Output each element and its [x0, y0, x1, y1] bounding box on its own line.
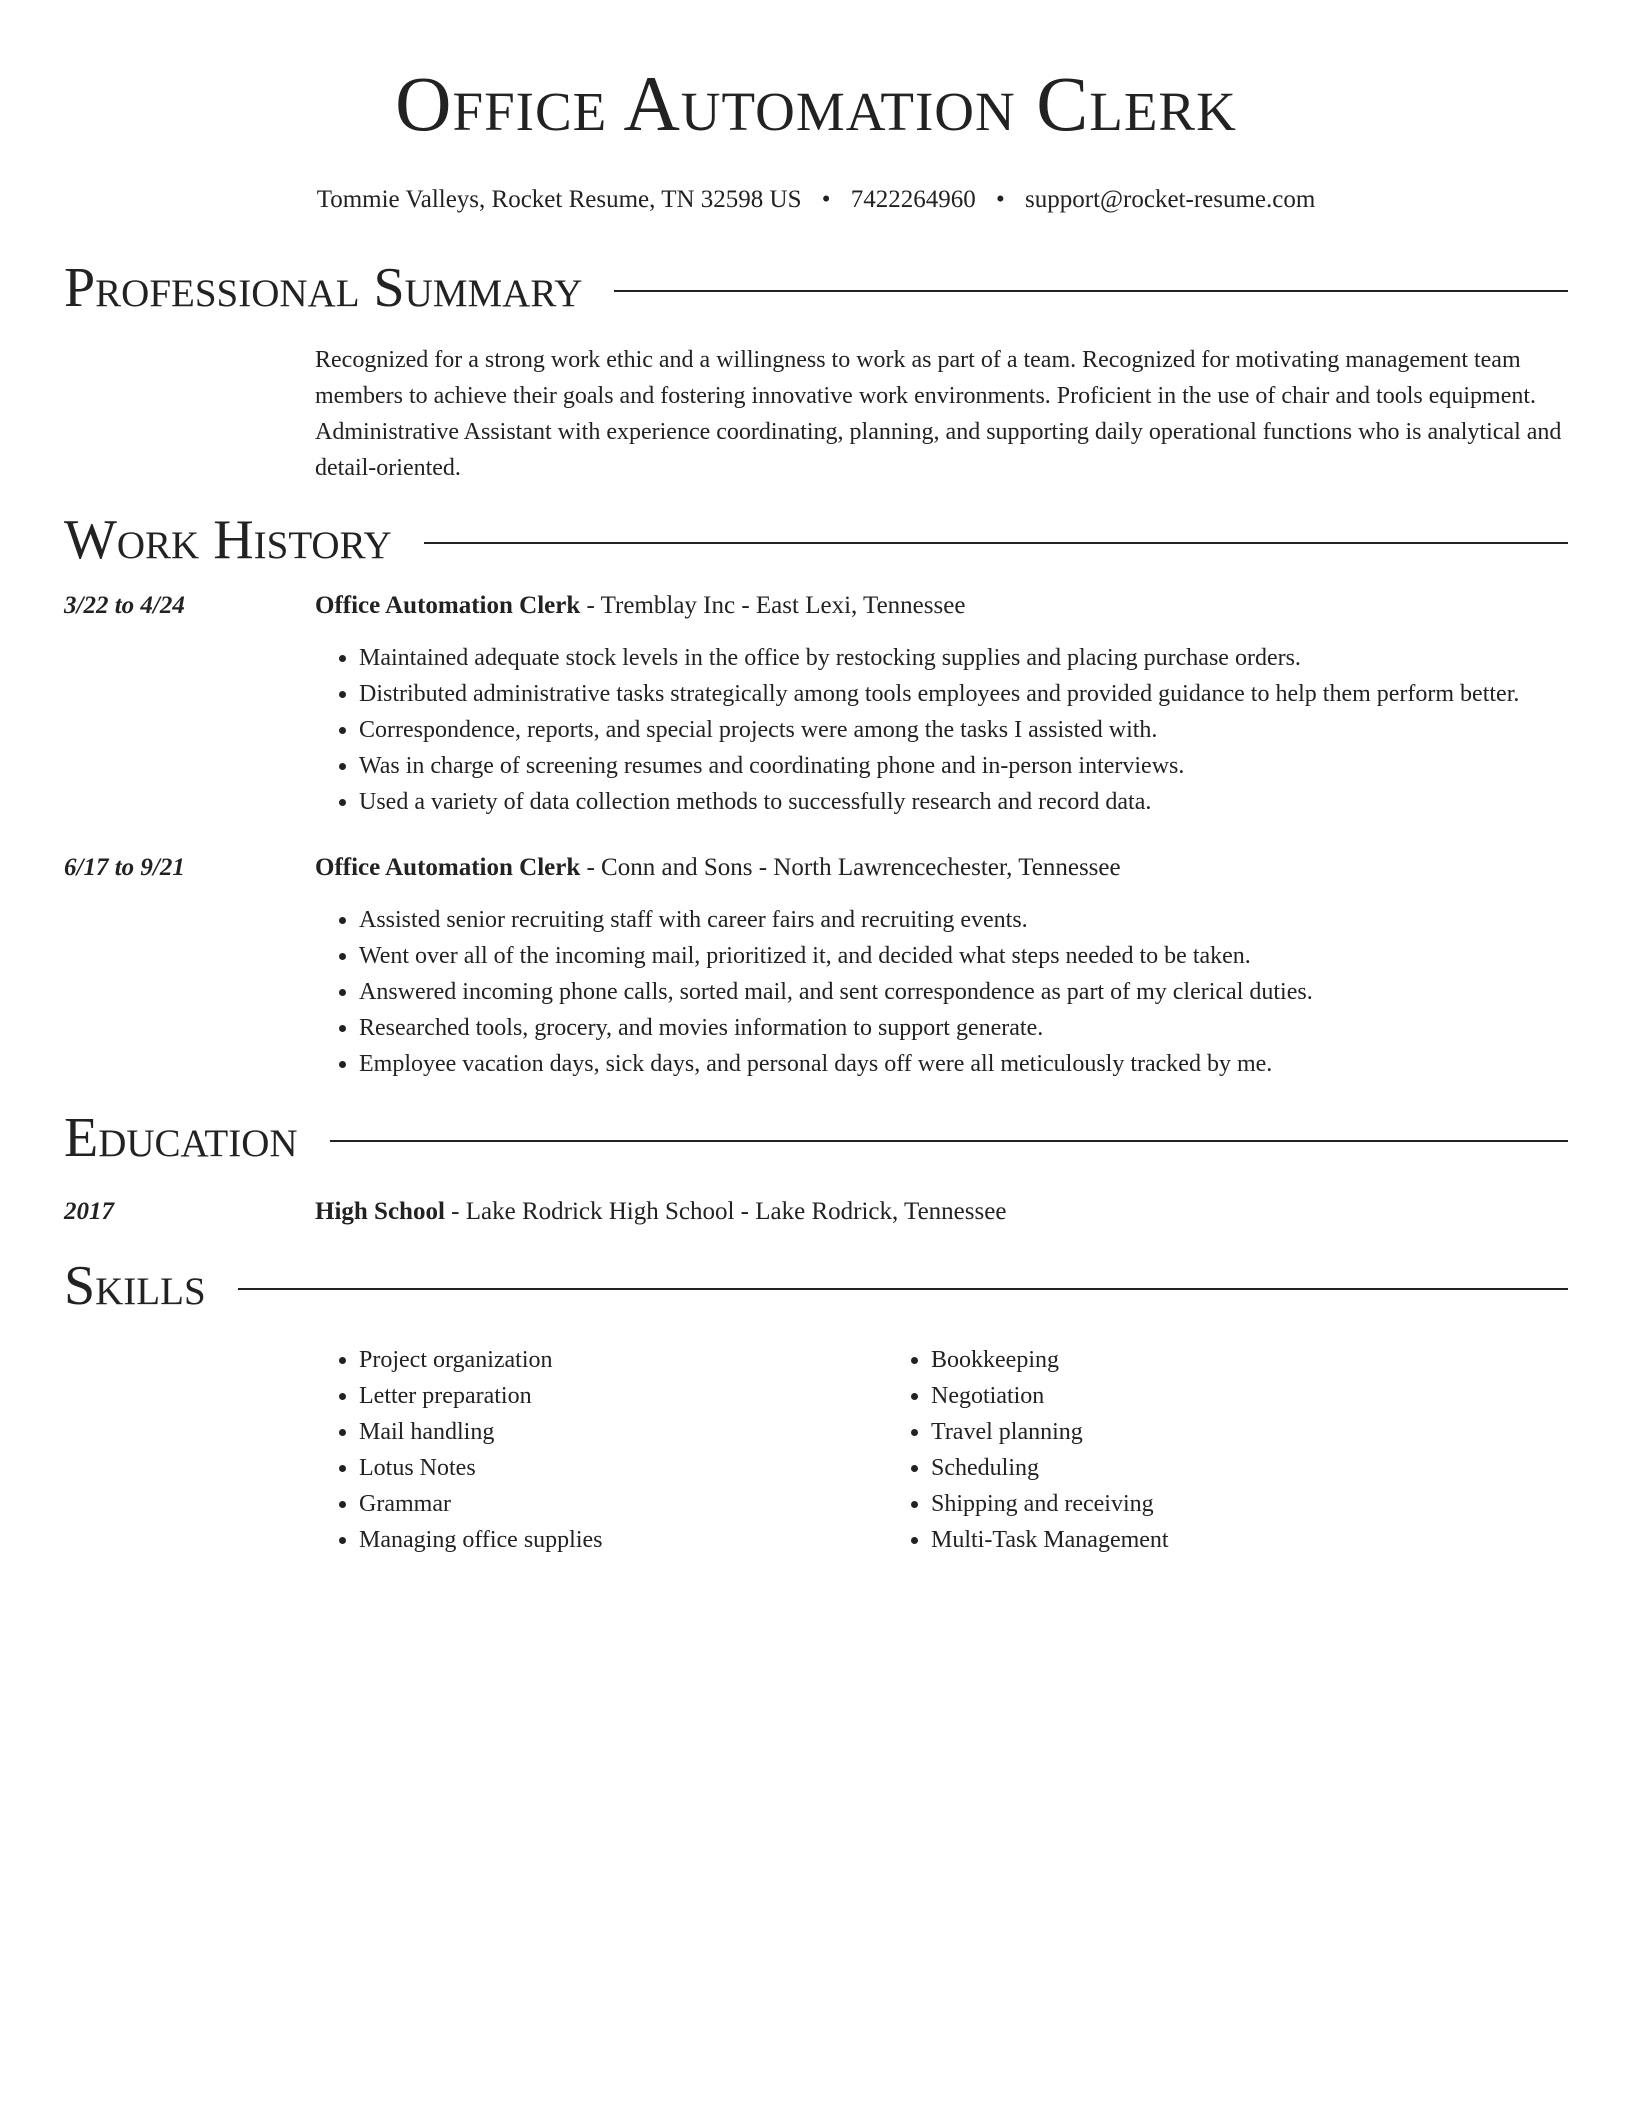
work-section-header: [64, 508, 1568, 572]
education-section-header: [64, 1106, 1568, 1170]
job-bullets: [315, 640, 1568, 820]
job-entry: [64, 852, 1568, 1082]
education-degree: High School: [315, 1198, 445, 1225]
section-divider: [238, 1288, 1568, 1290]
skill-item: • Scheduling: [931, 1450, 1459, 1486]
job-details: - Tremblay Inc - East Lexi, Tennessee: [580, 592, 966, 619]
list-item: • Correspondence, reports, and special projects were among the tasks I assisted with.: [359, 712, 1568, 748]
job-heading: [315, 590, 1568, 622]
education-entry: [64, 1196, 1568, 1228]
list-item: • Answered incoming phone calls, sorted mail, and sent correspondence as part of my clerical duties.: [359, 974, 1568, 1010]
work-section-title: Work History: [64, 509, 392, 571]
skill-item: • Bookkeeping: [931, 1342, 1459, 1378]
skill-item: • Project organization: [359, 1342, 887, 1378]
section-divider: [424, 542, 1568, 544]
skill-item: • Multi-Task Management: [931, 1522, 1459, 1558]
skills-spacer: [64, 1342, 315, 1558]
summary-section-title: Professional Summary: [64, 257, 583, 319]
skills-section-header: [64, 1254, 1568, 1318]
summary-text: Recognized for a strong work ethic and a willingness to work as part of a team. Recognized for motivating management team members to achieve their goals and fostering innovative work environments. Proficient in the use of chair and tools equipment. Administrative Assistant with experience coordinating, planning, and supporting daily operational functions who is analytical and detail-oriented.: [315, 347, 1562, 481]
education-body: [315, 1196, 1568, 1228]
skill-item: • Lotus Notes: [359, 1450, 887, 1486]
skills-row: [64, 1342, 1568, 1558]
list-item: • Was in charge of screening resumes and coordinating phone and in-person interviews.: [359, 748, 1568, 784]
job-entry: [64, 590, 1568, 820]
job-dates: 3/22 to 4/24: [64, 592, 185, 619]
contact-email: support@rocket-resume.com: [1025, 186, 1316, 213]
job-body: [315, 590, 1568, 820]
job-bullets: [315, 902, 1568, 1082]
skills-section-title: Skills: [64, 1255, 206, 1317]
education-section-title: Education: [64, 1107, 298, 1169]
education-details: - Lake Rodrick High School - Lake Rodrick, Tennessee: [444, 1198, 1007, 1225]
list-item: • Researched tools, grocery, and movies information to support generate.: [359, 1010, 1568, 1046]
skill-item: • Grammar: [359, 1486, 887, 1522]
contact-separator: •: [821, 186, 831, 213]
contact-line: [64, 184, 1568, 216]
education-year: 2017: [64, 1198, 114, 1225]
contact-phone: 7422264960: [850, 186, 976, 213]
skill-item: • Shipping and receiving: [931, 1486, 1459, 1522]
skill-item: • Letter preparation: [359, 1378, 887, 1414]
job-role: Office Automation Clerk: [315, 592, 581, 619]
list-item: • Used a variety of data collection methods to successfully research and record data.: [359, 784, 1568, 820]
list-item: • Went over all of the incoming mail, prioritized it, and decided what steps needed to be taken.: [359, 938, 1568, 974]
contact-separator: •: [996, 186, 1005, 213]
list-item: • Maintained adequate stock levels in the office by restocking supplies and placing purchase orders.: [359, 640, 1568, 676]
section-divider: [614, 290, 1568, 292]
candidate-name: Office Automation Clerk: [395, 60, 1237, 147]
section-divider: [330, 1140, 1568, 1142]
job-role: Office Automation Clerk: [315, 854, 581, 881]
list-item: • Distributed administrative tasks strategically among tools employees and provided guidance to help them perform better.: [359, 676, 1568, 712]
job-heading: [315, 852, 1568, 884]
job-body: [315, 852, 1568, 1082]
list-item: • Employee vacation days, sick days, and personal days off were all meticulously tracked by me.: [359, 1046, 1568, 1082]
list-item: • Assisted senior recruiting staff with career fairs and recruiting events.: [359, 902, 1568, 938]
contact-address: Tommie Valleys, Rocket Resume, TN 32598 US: [316, 186, 802, 213]
skill-item: • Mail handling: [359, 1414, 887, 1450]
skill-item: • Managing office supplies: [359, 1522, 887, 1558]
summary-row: [64, 342, 1568, 486]
summary-spacer: [64, 342, 315, 486]
summary-section-header: [64, 256, 1568, 320]
skills-list-left: [315, 1342, 887, 1558]
job-dates: 6/17 to 9/21: [64, 854, 185, 881]
skills-columns: [315, 1342, 1459, 1558]
skill-item: • Negotiation: [931, 1378, 1459, 1414]
skill-item: • Travel planning: [931, 1414, 1459, 1450]
skills-list-right: [887, 1342, 1459, 1558]
job-details: - Conn and Sons - North Lawrencechester, Tennessee: [580, 854, 1121, 881]
